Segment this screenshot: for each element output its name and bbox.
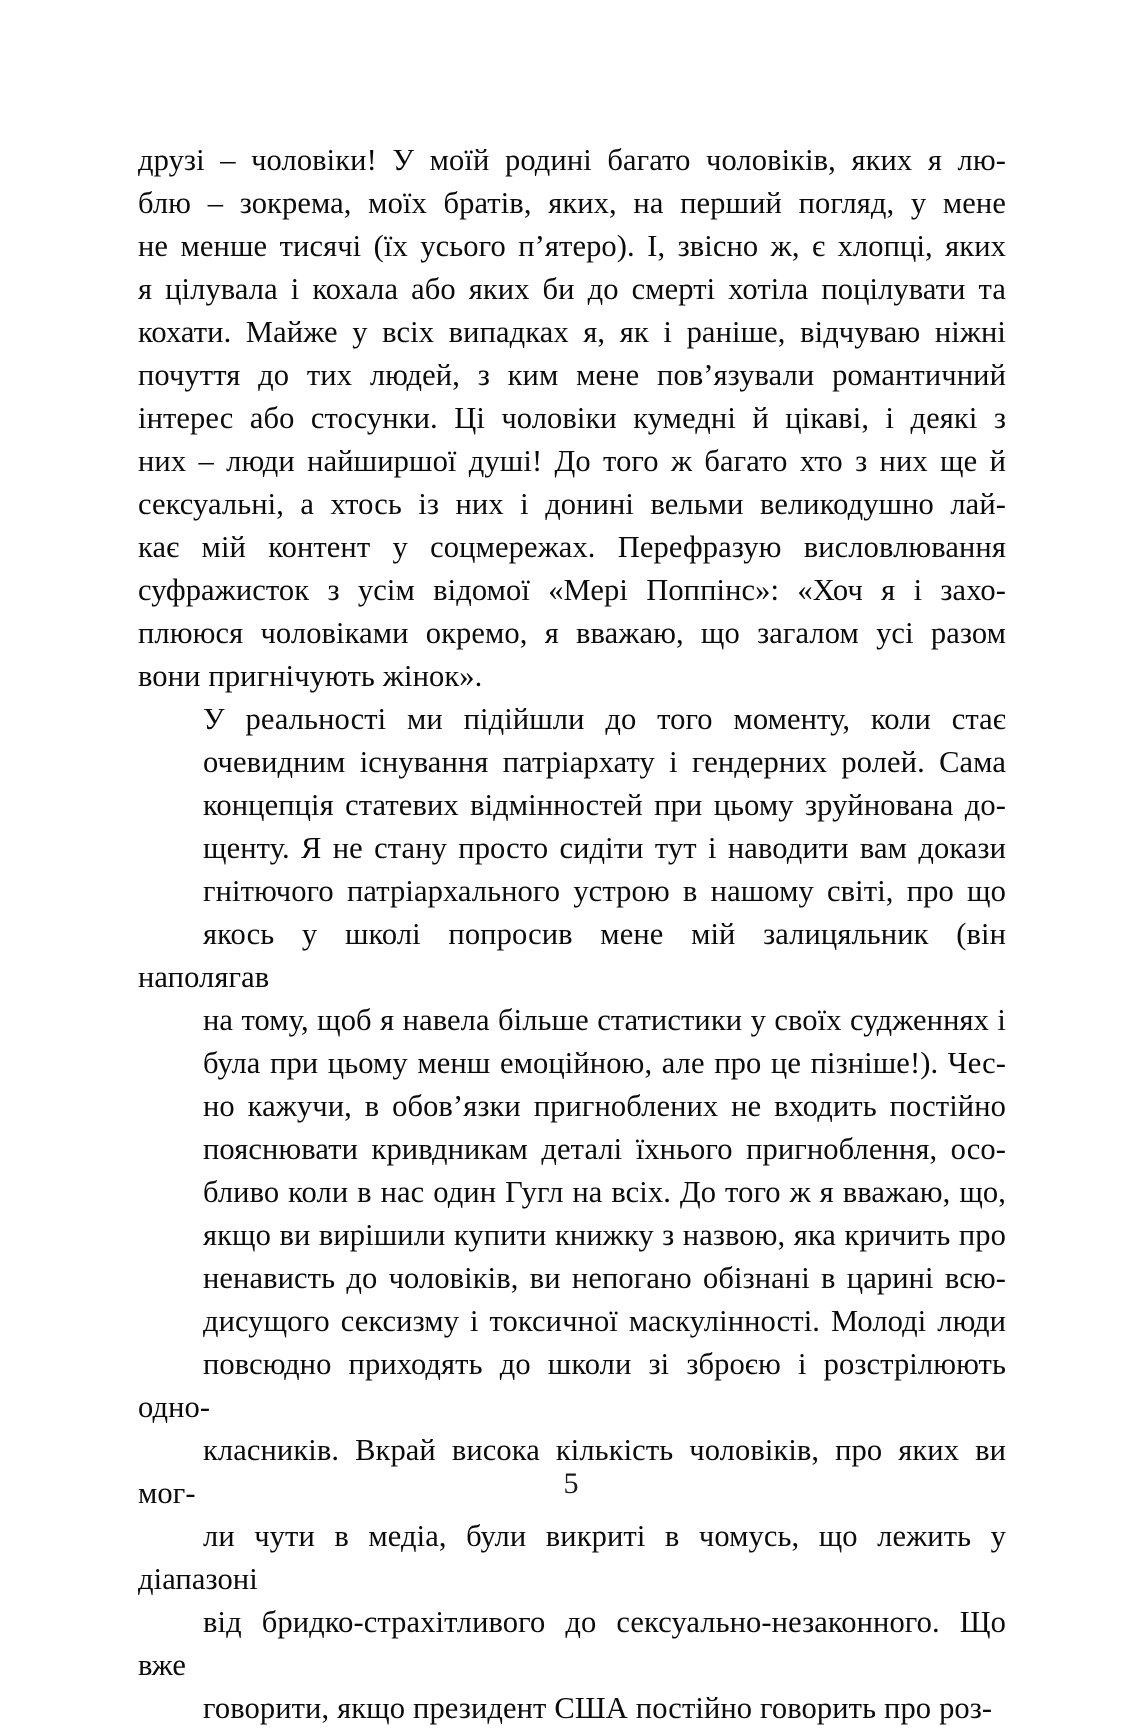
text-line: класників. Вкрай висока кількість чоловіків, про яких ви мог- [138, 1433, 1014, 1510]
text-line: я цілувала і кохала або яких би до смерті хотіла поцілувати та [138, 272, 1006, 306]
text-line: плююся чоловіками окремо, я вважаю, що загалом усі разом [138, 616, 1006, 650]
text-line: якось у школі попросив мене мій залицяльник (він наполягав [138, 917, 1014, 994]
text-line: щенту. Я не стану просто сидіти тут і наводити вам докази [203, 831, 1006, 865]
text-line: бливо коли в нас один Гугл на всіх. До того ж я вважаю, що, [203, 1175, 1006, 1209]
text-line: повсюдно приходять до школи зі зброєю і розстрілюють одно- [138, 1347, 1014, 1424]
text-line: пояснювати кривдникам деталі їхнього пригноблення, осо- [203, 1132, 1006, 1166]
text-line: ненависть до чоловіків, ви непогано обізнані в царині всю- [203, 1261, 1006, 1295]
text-line: них – люди найширшої душі! До того ж багато хто з них ще й [138, 444, 1006, 478]
text-line: суфражисток з усім відомої «Мері Поппінс»: «Хоч я і захо- [138, 573, 1006, 607]
text-line: кає мій контент у соцмережах. Перефразую висловлювання [138, 530, 1006, 564]
text-line: ли чути в медіа, були викриті в чомусь, що лежить у діапазоні [138, 1519, 1014, 1596]
text-line: кохати. Майже у всіх випадках я, як і раніше, відчуваю ніжні [138, 315, 1006, 349]
text-line: гнітючого патріархального устрою в нашому світі, про що [203, 874, 1006, 908]
text-line: вони пригнічують жінок». [138, 659, 483, 693]
text-line: блю – зокрема, моїх братів, яких, на перший погляд, у мене [138, 186, 1006, 220]
text-line: У реальності ми підійшли до того моменту, коли стає [203, 702, 1006, 736]
text-line: інтерес або стосунки. Ці чоловіки кумедні й цікаві, і деякі з [138, 401, 1006, 435]
text-line: почуття до тих людей, з ким мене пов’язували романтичний [138, 358, 1006, 392]
text-line: говорити, якщо президент США постійно говорить про роз- [203, 1691, 993, 1725]
paragraph-second [138, 698, 1014, 1730]
text-line: друзі – чоловіки! У моїй родині багато чоловіків, яких я лю- [138, 143, 1006, 177]
text-line: но кажучи, в обов’язки пригноблених не входить постійно [203, 1089, 1006, 1123]
text-line: якщо ви вирішили купити книжку з назвою, яка кричить про [203, 1218, 1006, 1252]
text-line: очевидним існування патріархату і гендерних ролей. Сама [203, 745, 1006, 779]
text-line: була при цьому менш емоційною, але про це пізніше!). Чес- [203, 1046, 1006, 1080]
text-line: на тому, щоб я навела більше статистики у своїх судженнях і [203, 1003, 1006, 1037]
text-line: дисущого сексизму і токсичної маскулінності. Молоді люди [203, 1304, 1006, 1338]
text-line: концепція статевих відмінностей при цьому зруйнована до- [203, 788, 1006, 822]
page-number: 5 [563, 1467, 579, 1500]
text-line: від бридко-страхітливого до сексуально-незаконного. Що вже [138, 1605, 1014, 1682]
text-line: сексуальні, а хтось із них і донині вельми великодушно лай- [138, 487, 1006, 521]
paragraph-continued [138, 139, 1006, 698]
text-line: не менше тисячі (їх усього п’ятеро). І, звісно ж, є хлопці, яких [138, 229, 1006, 263]
